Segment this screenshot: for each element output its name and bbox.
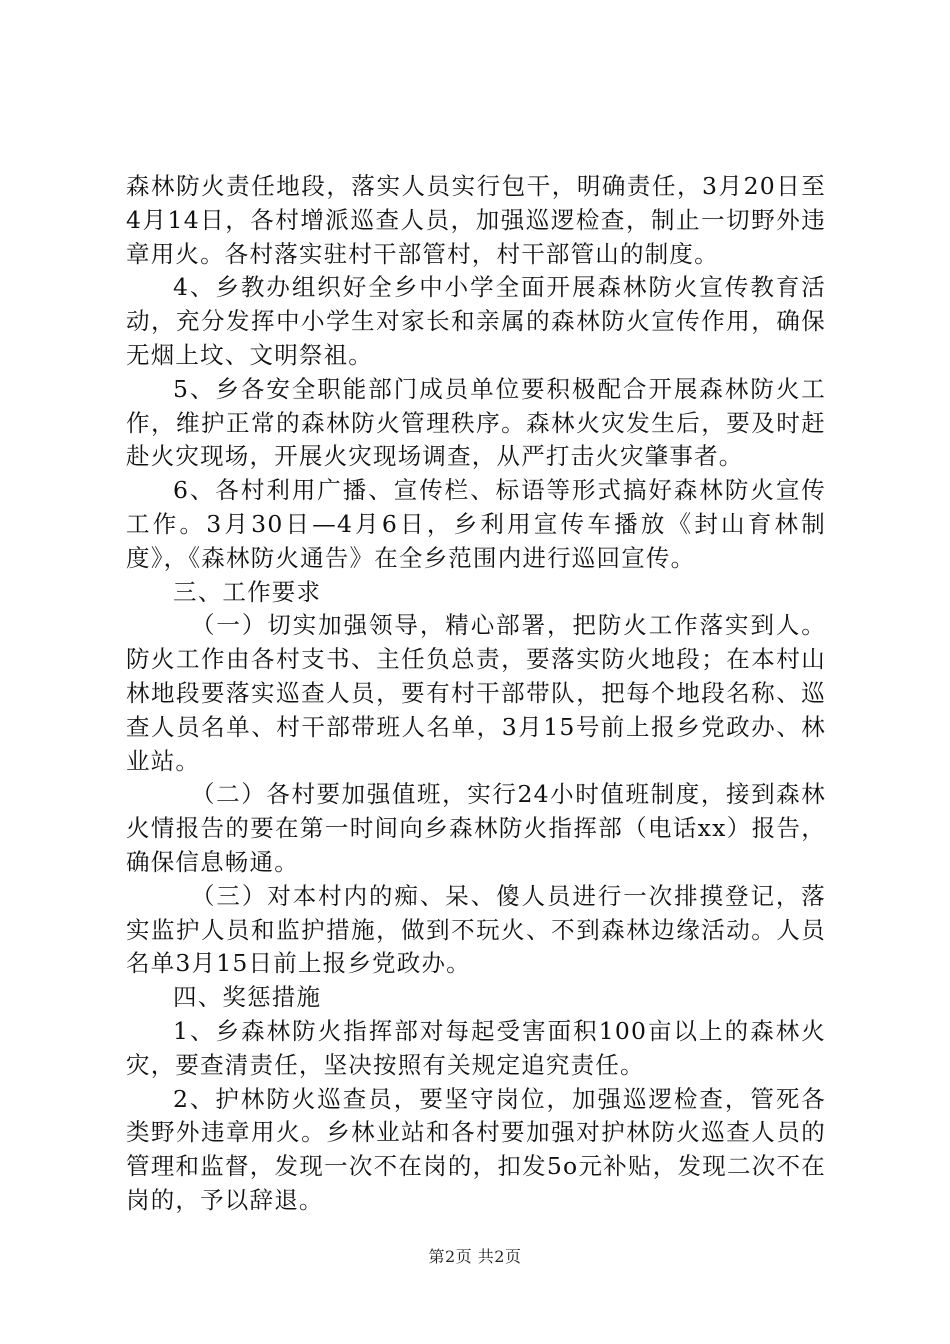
paragraph-5: （一）切实加强领导，精心部署，把防火工作落实到人。防火工作由各村支书、主任负总责，要落实防火地段；在本村山林地段要落实巡查人员，要有村干部带队，把每个地段名称、巡查人员名单、村干部带班人名单，3月15号前上报乡党政办、林业站。 <box>126 611 826 775</box>
section-heading-4: 四、奖惩措施 <box>173 983 322 1012</box>
paragraph-6: （二）各村要加强值班，实行24小时值班制度，接到森林火情报告的要在第一时间向乡森林防火指挥部（电话xx）报告，确保信息畅通。 <box>126 780 826 876</box>
page-footer: 第2页 共2页 <box>428 1247 522 1266</box>
paragraph-9: 2、护林防火巡查员，要坚守岗位，加强巡逻检查，管死各类野外违章用火。乡林业站和各村要加强对护林防火巡查人员的管理和监督，发现一次不在岗的，扣发5o元补贴，发现二次不在岗的，予以辞退。 <box>126 1084 826 1214</box>
paragraph-8: 1、乡森林防火指挥部对每起受害面积100亩以上的森林火灾，要查清责任，坚决按照有关规定追究责任。 <box>126 1016 826 1079</box>
document-body <box>126 170 826 1218</box>
paragraph-3: 5、乡各安全职能部门成员单位要积极配合开展森林防火工作，维护正常的森林防火管理秩序。森林火灾发生后，要及时赶赴火灾现场，开展火灾现场调查，从严打击火灾肇事者。 <box>126 374 826 471</box>
paragraph-7: （三）对本村内的痴、呆、傻人员进行一次排摸登记，落实监护人员和监护措施，做到不玩火、不到森林边缘活动。人员名单3月15日前上报乡党政办。 <box>126 881 826 978</box>
paragraph-4: 6、各村利用广播、宣传栏、标语等形式搞好森林防火宣传工作。3月30日—4月6日，乡利用宣传车播放《封山育林制度》，《森林防火通告》在全乡范围内进行巡回宣传。 <box>126 476 826 572</box>
paragraph-1: 森林防火责任地段，落实人员实行包干，明确责任，3月20日至4月14日，各村增派巡查人员，加强巡逻检查，制止一切野外违章用火。各村落实驻村干部管村，村干部管山的制度。 <box>126 172 826 268</box>
paragraph-2: 4、乡教办组织好全乡中小学全面开展森林防火宣传教育活动，充分发挥中小学生对家长和亲属的森林防火宣传作用，确保无烟上坟、文明祭祖。 <box>126 273 826 369</box>
section-heading-3: 三、工作要求 <box>173 577 322 606</box>
